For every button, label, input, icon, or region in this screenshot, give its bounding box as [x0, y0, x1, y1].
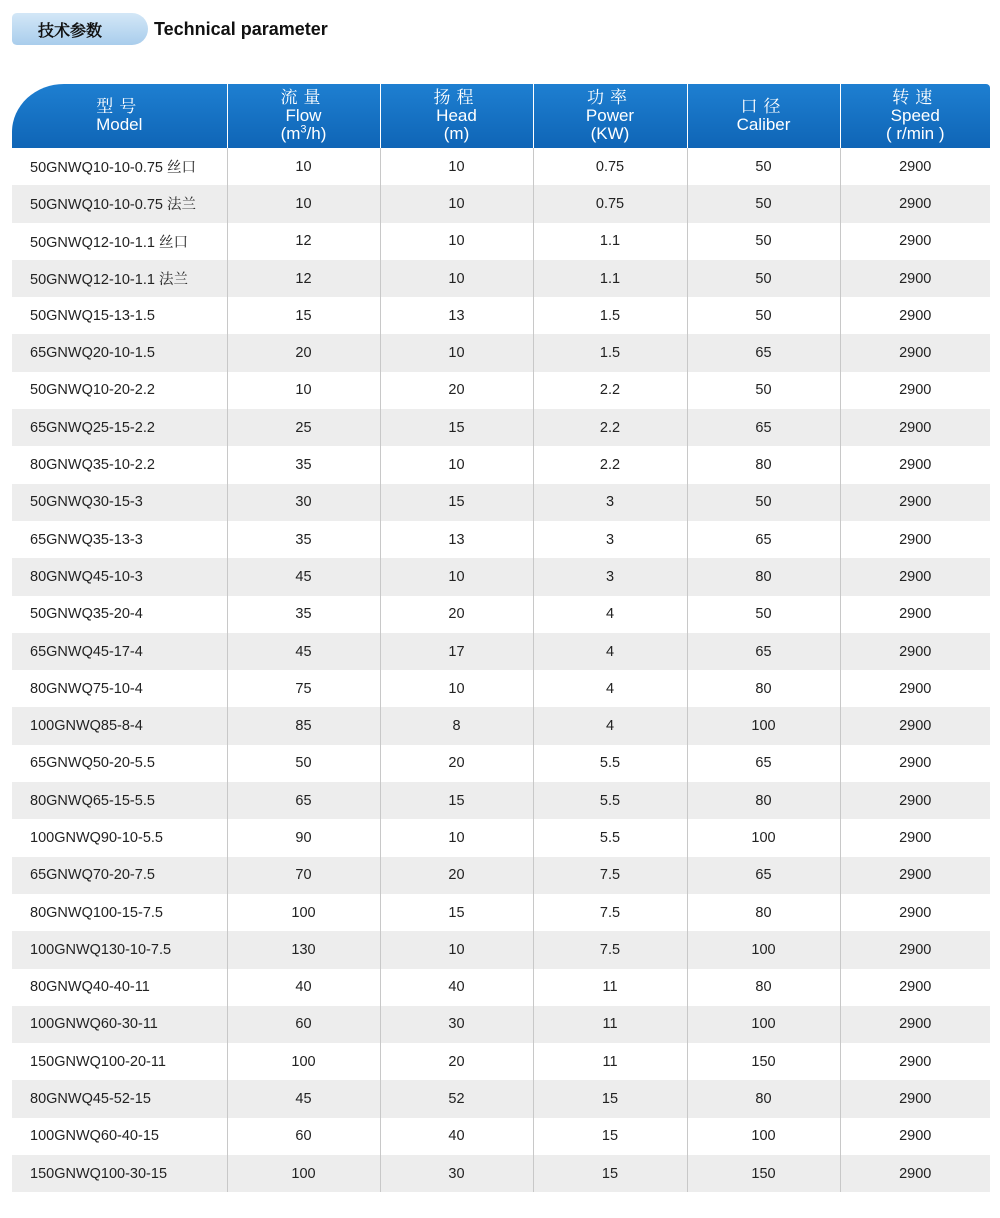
head-cell: 10 — [380, 446, 533, 483]
model-cell: 65GNWQ35-13-3 — [12, 521, 227, 558]
head-cell: 15 — [380, 484, 533, 521]
flow-cell: 65 — [227, 782, 380, 819]
model-cell: 50GNWQ35-20-4 — [12, 596, 227, 633]
power-cell: 4 — [533, 596, 687, 633]
caliber-cell: 100 — [687, 931, 840, 968]
speed-cell: 2900 — [840, 969, 990, 1006]
head-cell: 20 — [380, 1043, 533, 1080]
power-cell: 1.5 — [533, 334, 687, 371]
head-cell: 8 — [380, 707, 533, 744]
power-cell: 15 — [533, 1080, 687, 1117]
header-power — [533, 84, 687, 148]
table-row — [12, 819, 990, 856]
table-row — [12, 633, 990, 670]
table-header-row — [12, 84, 990, 148]
speed-cell: 2900 — [840, 633, 990, 670]
model-cell: 50GNWQ10-10-0.75 法兰 — [12, 185, 227, 222]
caliber-cell: 65 — [687, 334, 840, 371]
caliber-cell: 100 — [687, 707, 840, 744]
power-cell: 11 — [533, 969, 687, 1006]
flow-cell: 60 — [227, 1006, 380, 1043]
parameter-table — [12, 84, 990, 1192]
model-cell: 80GNWQ65-15-5.5 — [12, 782, 227, 819]
head-cell: 20 — [380, 596, 533, 633]
power-cell: 15 — [533, 1155, 687, 1192]
table-row — [12, 558, 990, 595]
flow-cell: 85 — [227, 707, 380, 744]
speed-cell: 2900 — [840, 1118, 990, 1155]
flow-cell: 35 — [227, 446, 380, 483]
title-cn: 技术参数 — [38, 20, 103, 40]
head-cell: 52 — [380, 1080, 533, 1117]
head-cell: 10 — [380, 334, 533, 371]
caliber-cell: 80 — [687, 670, 840, 707]
power-cell: 3 — [533, 521, 687, 558]
flow-cell: 15 — [227, 297, 380, 334]
flow-cell: 100 — [227, 1155, 380, 1192]
flow-cell: 75 — [227, 670, 380, 707]
table-row — [12, 969, 990, 1006]
model-cell: 150GNWQ100-20-11 — [12, 1043, 227, 1080]
head-cell: 10 — [380, 670, 533, 707]
header-head-cn: 扬程 — [433, 88, 480, 108]
speed-cell: 2900 — [840, 931, 990, 968]
flow-cell: 60 — [227, 1118, 380, 1155]
header-head — [380, 84, 533, 148]
model-cell: 50GNWQ10-10-0.75 丝口 — [12, 148, 227, 185]
flow-cell: 45 — [227, 633, 380, 670]
title-en: Technical parameter — [154, 18, 328, 39]
caliber-cell: 50 — [687, 260, 840, 297]
parameter-table-container — [12, 84, 990, 1192]
header-speed-unit: ( r/min ) — [885, 124, 945, 143]
head-cell: 30 — [380, 1006, 533, 1043]
model-cell: 80GNWQ45-52-15 — [12, 1080, 227, 1117]
header-flow — [227, 84, 380, 148]
table-row — [12, 1006, 990, 1043]
head-cell: 20 — [380, 372, 533, 409]
power-cell: 4 — [533, 633, 687, 670]
head-cell: 15 — [380, 409, 533, 446]
power-cell: 4 — [533, 707, 687, 744]
flow-cell: 70 — [227, 857, 380, 894]
header-power-unit: (KW) — [590, 124, 630, 143]
caliber-cell: 65 — [687, 745, 840, 782]
flow-cell: 45 — [227, 558, 380, 595]
flow-cell: 35 — [227, 596, 380, 633]
header-model-en: Model — [96, 115, 143, 134]
model-cell: 100GNWQ60-30-11 — [12, 1006, 227, 1043]
table-row — [12, 1043, 990, 1080]
speed-cell: 2900 — [840, 1155, 990, 1192]
flow-cell: 10 — [227, 372, 380, 409]
power-cell: 3 — [533, 484, 687, 521]
caliber-cell: 100 — [687, 819, 840, 856]
table-row — [12, 857, 990, 894]
caliber-cell: 65 — [687, 857, 840, 894]
caliber-cell: 80 — [687, 969, 840, 1006]
table-row — [12, 931, 990, 968]
flow-cell: 35 — [227, 521, 380, 558]
power-cell: 4 — [533, 670, 687, 707]
power-cell: 7.5 — [533, 894, 687, 931]
model-cell: 80GNWQ100-15-7.5 — [12, 894, 227, 931]
caliber-cell: 80 — [687, 894, 840, 931]
model-cell: 100GNWQ130-10-7.5 — [12, 931, 227, 968]
power-cell: 0.75 — [533, 148, 687, 185]
table-row — [12, 782, 990, 819]
flow-cell: 12 — [227, 260, 380, 297]
model-cell: 100GNWQ60-40-15 — [12, 1118, 227, 1155]
table-row — [12, 521, 990, 558]
header-caliber-cn: 口径 — [740, 97, 787, 117]
speed-cell: 2900 — [840, 484, 990, 521]
caliber-cell: 150 — [687, 1155, 840, 1192]
flow-cell: 12 — [227, 223, 380, 260]
caliber-cell: 150 — [687, 1043, 840, 1080]
speed-cell: 2900 — [840, 446, 990, 483]
speed-cell: 2900 — [840, 223, 990, 260]
table-row — [12, 1080, 990, 1117]
power-cell: 7.5 — [533, 931, 687, 968]
header-model — [12, 84, 227, 148]
power-cell: 11 — [533, 1006, 687, 1043]
model-cell: 65GNWQ70-20-7.5 — [12, 857, 227, 894]
table-row — [12, 1155, 990, 1192]
table-row — [12, 223, 990, 260]
caliber-cell: 65 — [687, 633, 840, 670]
header-flow-cn: 流量 — [280, 88, 327, 108]
table-row — [12, 894, 990, 931]
speed-cell: 2900 — [840, 1043, 990, 1080]
power-cell: 5.5 — [533, 745, 687, 782]
power-cell: 1.1 — [533, 223, 687, 260]
table-row — [12, 372, 990, 409]
power-cell: 15 — [533, 1118, 687, 1155]
head-cell: 10 — [380, 931, 533, 968]
table-row — [12, 670, 990, 707]
flow-cell: 10 — [227, 185, 380, 222]
flow-cell: 130 — [227, 931, 380, 968]
power-cell: 5.5 — [533, 782, 687, 819]
caliber-cell: 50 — [687, 223, 840, 260]
caliber-cell: 65 — [687, 521, 840, 558]
header-head-unit: (m) — [443, 124, 470, 143]
header-speed-cn: 转速 — [892, 88, 939, 108]
header-speed — [840, 84, 990, 148]
head-cell: 30 — [380, 1155, 533, 1192]
table-row — [12, 185, 990, 222]
model-cell: 80GNWQ45-10-3 — [12, 558, 227, 595]
power-cell: 11 — [533, 1043, 687, 1080]
head-cell: 10 — [380, 185, 533, 222]
table-row — [12, 1118, 990, 1155]
caliber-cell: 65 — [687, 409, 840, 446]
table-row — [12, 484, 990, 521]
caliber-cell: 50 — [687, 596, 840, 633]
speed-cell: 2900 — [840, 185, 990, 222]
caliber-cell: 50 — [687, 297, 840, 334]
model-cell: 50GNWQ12-10-1.1 法兰 — [12, 260, 227, 297]
table-body — [12, 148, 990, 1192]
speed-cell: 2900 — [840, 521, 990, 558]
power-cell: 7.5 — [533, 857, 687, 894]
speed-cell: 2900 — [840, 297, 990, 334]
model-cell: 100GNWQ90-10-5.5 — [12, 819, 227, 856]
head-cell: 13 — [380, 521, 533, 558]
head-cell: 13 — [380, 297, 533, 334]
model-cell: 80GNWQ75-10-4 — [12, 670, 227, 707]
speed-cell: 2900 — [840, 745, 990, 782]
flow-cell: 100 — [227, 894, 380, 931]
caliber-cell: 50 — [687, 372, 840, 409]
model-cell: 50GNWQ10-20-2.2 — [12, 372, 227, 409]
power-cell: 1.1 — [533, 260, 687, 297]
power-cell: 3 — [533, 558, 687, 595]
model-cell: 65GNWQ25-15-2.2 — [12, 409, 227, 446]
table-row — [12, 334, 990, 371]
speed-cell: 2900 — [840, 260, 990, 297]
model-cell: 65GNWQ45-17-4 — [12, 633, 227, 670]
table-row — [12, 148, 990, 185]
speed-cell: 2900 — [840, 894, 990, 931]
caliber-cell: 50 — [687, 185, 840, 222]
head-cell: 10 — [380, 260, 533, 297]
flow-cell: 90 — [227, 819, 380, 856]
header-head-en: Head — [436, 106, 477, 125]
flow-cell: 50 — [227, 745, 380, 782]
flow-cell: 10 — [227, 148, 380, 185]
model-cell: 150GNWQ100-30-15 — [12, 1155, 227, 1192]
caliber-cell: 80 — [687, 782, 840, 819]
caliber-cell: 50 — [687, 484, 840, 521]
speed-cell: 2900 — [840, 558, 990, 595]
model-cell: 100GNWQ85-8-4 — [12, 707, 227, 744]
head-cell: 10 — [380, 148, 533, 185]
section-title — [12, 12, 328, 46]
caliber-cell: 80 — [687, 1080, 840, 1117]
flow-cell: 45 — [227, 1080, 380, 1117]
model-cell: 50GNWQ12-10-1.1 丝口 — [12, 223, 227, 260]
speed-cell: 2900 — [840, 1006, 990, 1043]
header-flow-en: Flow — [285, 106, 322, 125]
head-cell: 17 — [380, 633, 533, 670]
header-caliber — [687, 84, 840, 148]
flow-cell: 25 — [227, 409, 380, 446]
speed-cell: 2900 — [840, 596, 990, 633]
head-cell: 20 — [380, 745, 533, 782]
caliber-cell: 50 — [687, 148, 840, 185]
head-cell: 20 — [380, 857, 533, 894]
flow-cell: 40 — [227, 969, 380, 1006]
head-cell: 40 — [380, 969, 533, 1006]
head-cell: 10 — [380, 819, 533, 856]
power-cell: 1.5 — [533, 297, 687, 334]
head-cell: 40 — [380, 1118, 533, 1155]
table-row — [12, 446, 990, 483]
caliber-cell: 80 — [687, 446, 840, 483]
power-cell: 2.2 — [533, 446, 687, 483]
power-cell: 5.5 — [533, 819, 687, 856]
flow-cell: 20 — [227, 334, 380, 371]
caliber-cell: 80 — [687, 558, 840, 595]
power-cell: 2.2 — [533, 372, 687, 409]
table-row — [12, 596, 990, 633]
speed-cell: 2900 — [840, 782, 990, 819]
table-row — [12, 260, 990, 297]
header-power-cn: 功率 — [587, 88, 633, 108]
caliber-cell: 100 — [687, 1006, 840, 1043]
speed-cell: 2900 — [840, 372, 990, 409]
header-flow-unit: $(m^3/h)$ — [280, 123, 327, 143]
caliber-cell: 100 — [687, 1118, 840, 1155]
table-row — [12, 707, 990, 744]
table-row — [12, 409, 990, 446]
speed-cell: 2900 — [840, 1080, 990, 1117]
header-caliber-en: Caliber — [736, 115, 791, 134]
power-cell: 0.75 — [533, 185, 687, 222]
header-model-cn: 型号 — [96, 97, 143, 117]
head-cell: 10 — [380, 558, 533, 595]
speed-cell: 2900 — [840, 670, 990, 707]
header-speed-en: Speed — [890, 106, 940, 125]
model-cell: 80GNWQ40-40-11 — [12, 969, 227, 1006]
head-cell: 15 — [380, 782, 533, 819]
model-cell: 65GNWQ50-20-5.5 — [12, 745, 227, 782]
model-cell: 50GNWQ30-15-3 — [12, 484, 227, 521]
head-cell: 10 — [380, 223, 533, 260]
model-cell: 80GNWQ35-10-2.2 — [12, 446, 227, 483]
speed-cell: 2900 — [840, 819, 990, 856]
table-row — [12, 297, 990, 334]
flow-cell: 30 — [227, 484, 380, 521]
head-cell: 15 — [380, 894, 533, 931]
speed-cell: 2900 — [840, 857, 990, 894]
header-power-en: Power — [585, 106, 635, 125]
title-cn-tab — [12, 13, 148, 45]
flow-cell: 100 — [227, 1043, 380, 1080]
model-cell: 50GNWQ15-13-1.5 — [12, 297, 227, 334]
power-cell: 2.2 — [533, 409, 687, 446]
model-cell: 65GNWQ20-10-1.5 — [12, 334, 227, 371]
speed-cell: 2900 — [840, 409, 990, 446]
speed-cell: 2900 — [840, 707, 990, 744]
speed-cell: 2900 — [840, 334, 990, 371]
speed-cell: 2900 — [840, 148, 990, 185]
table-row — [12, 745, 990, 782]
